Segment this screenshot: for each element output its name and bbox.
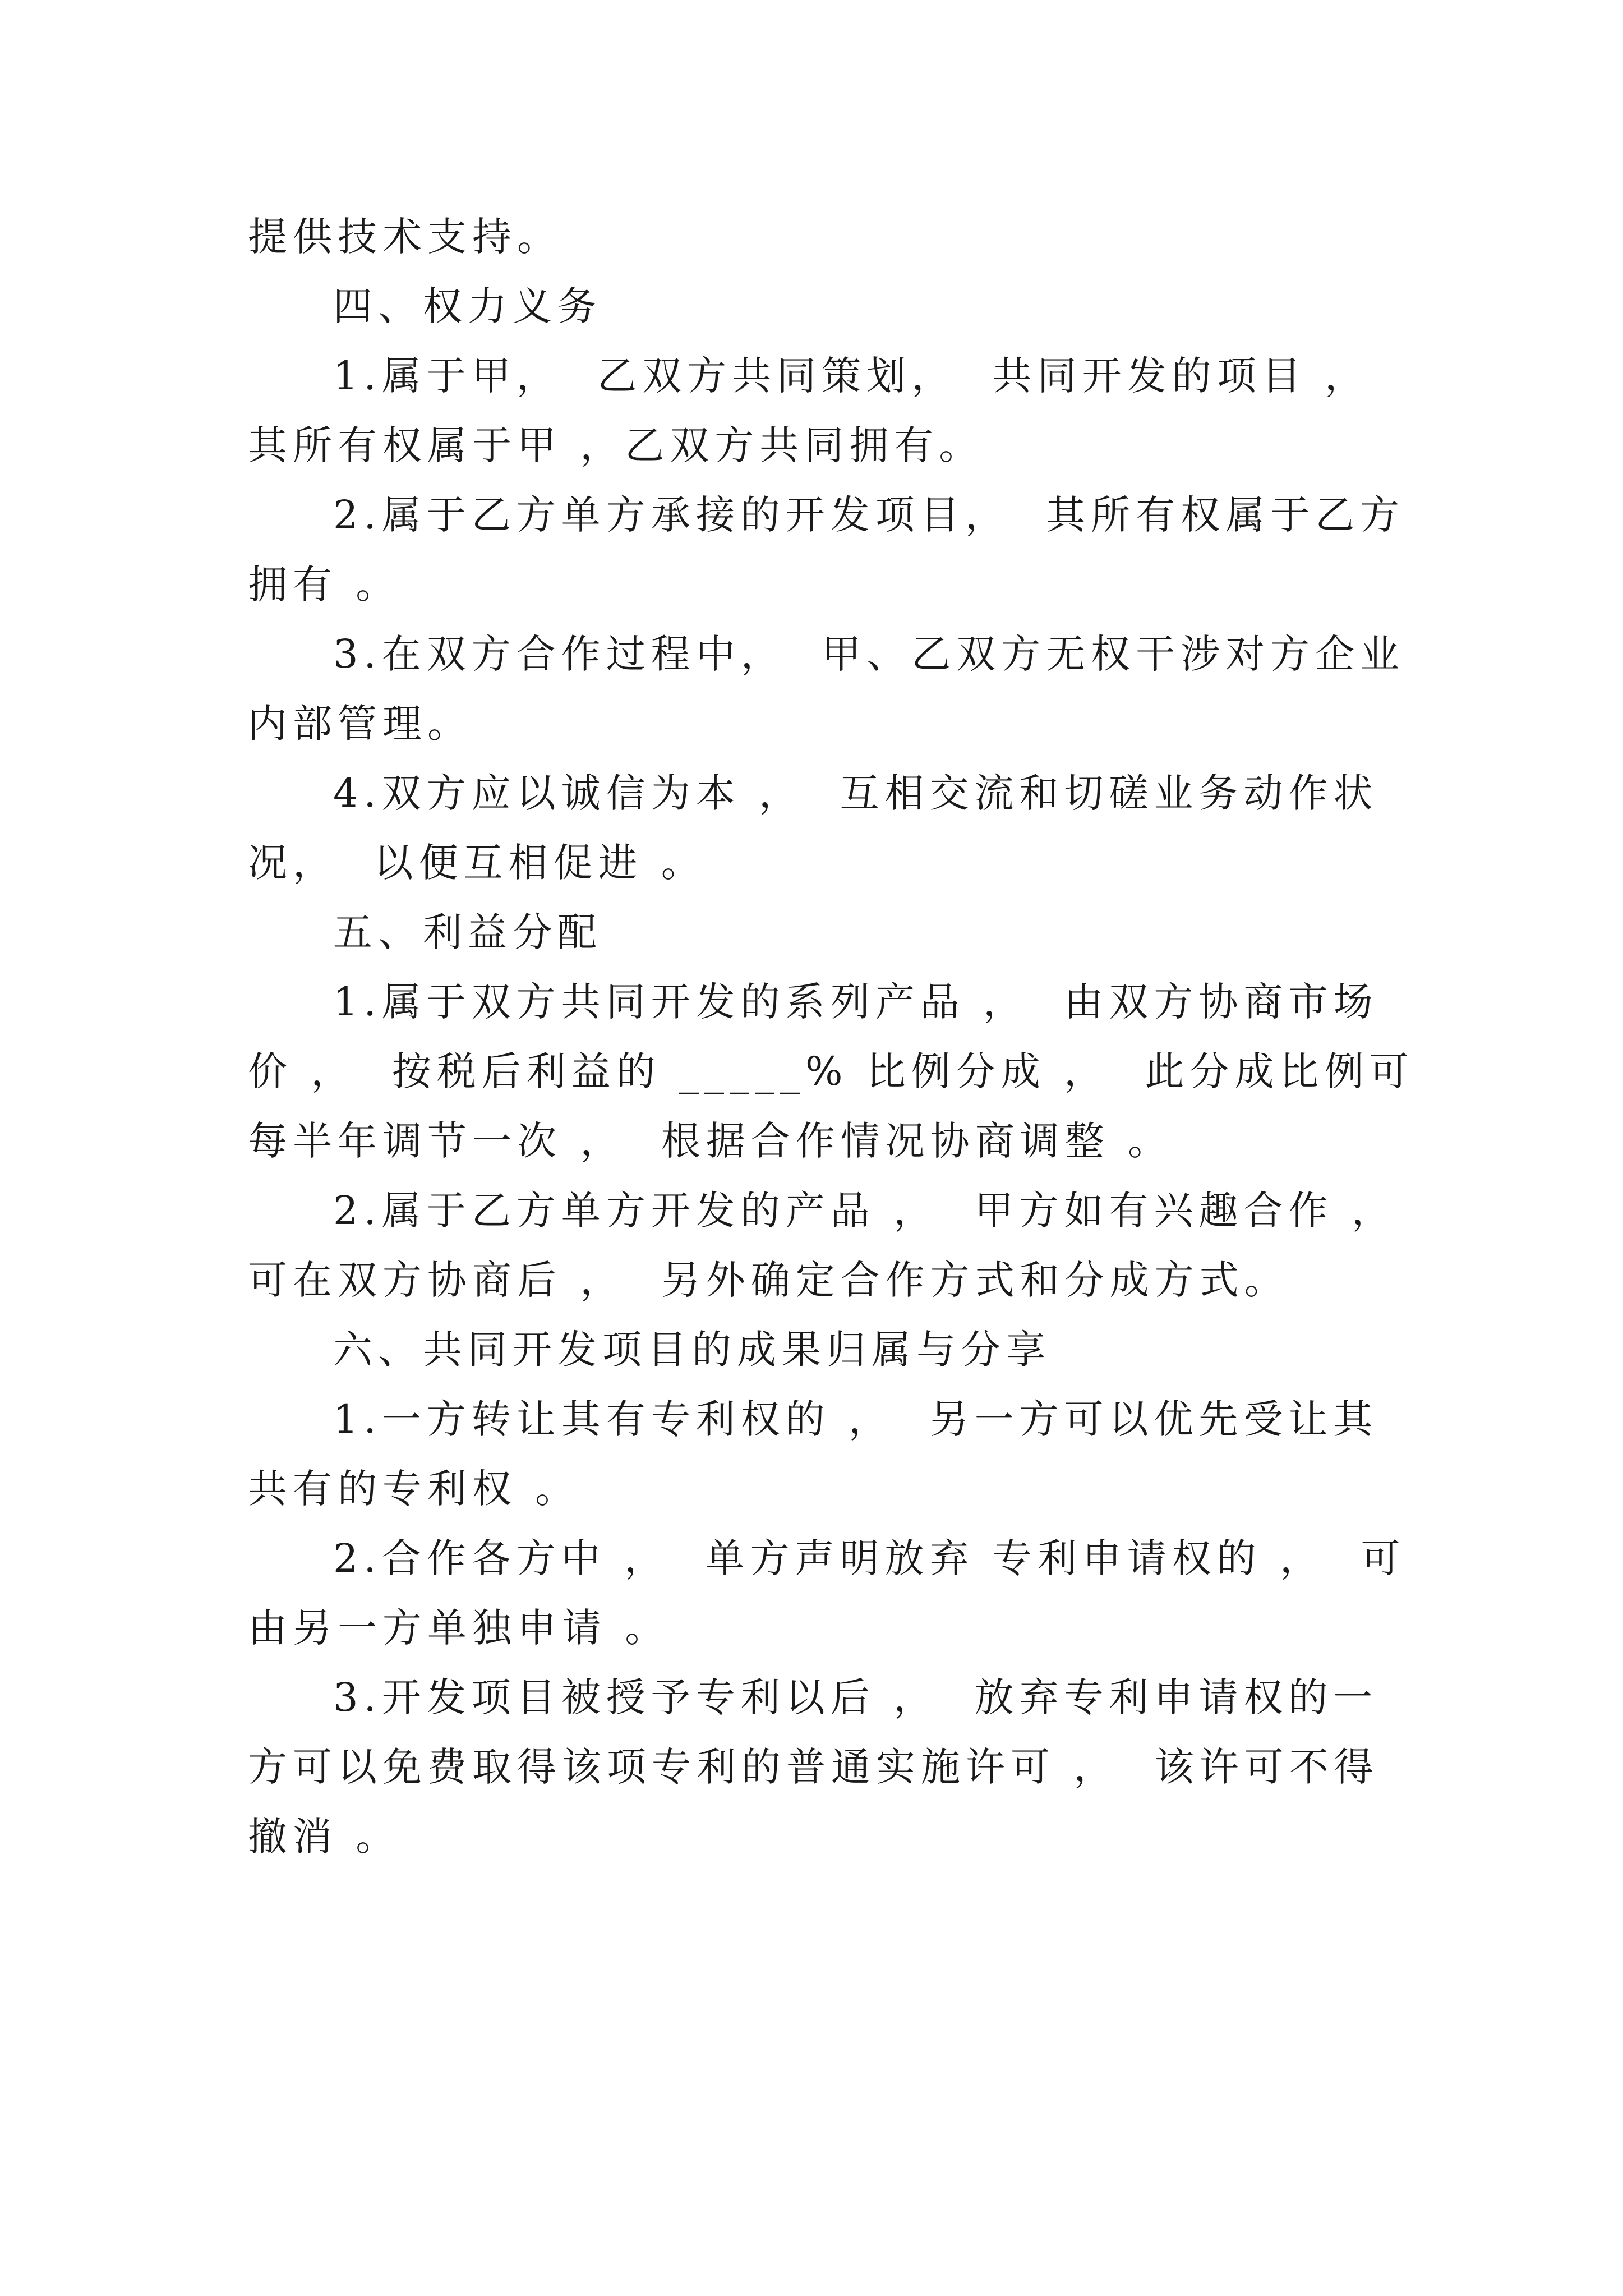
- paragraph-line: 拥有 。: [248, 562, 401, 608]
- paragraph-line: 每半年调节一次 ， 根据合作情况协商调整 。: [248, 1118, 1173, 1164]
- section-heading-results-ownership: 六、共同开发项目的成果归属与分享: [333, 1327, 1051, 1373]
- paragraph-line: 共有的专利权 。: [248, 1466, 580, 1512]
- paragraph-line: 内部管理。: [248, 701, 472, 747]
- section-heading-rights-obligations: 四、权力义务: [333, 283, 602, 329]
- paragraph-line: 方可以免费取得该项专利的普通实施许可 ， 该许可不得: [248, 1744, 1379, 1790]
- paragraph-line: 由另一方单独申请 。: [248, 1605, 670, 1651]
- paragraph-line: 1.属于甲， 乙双方共同策划， 共同开发的项目 ，: [333, 353, 1370, 399]
- paragraph-line: 3.在双方合作过程中， 甲、乙双方无权干涉对方企业: [333, 631, 1405, 677]
- paragraph-line: 2.合作各方中 ， 单方声明放弃 专利申请权的 ， 可: [333, 1535, 1406, 1581]
- paragraph-line: 可在双方协商后 ， 另外确定合作方式和分成方式。: [248, 1257, 1289, 1303]
- paragraph-line: 提供技术支持。: [248, 214, 562, 260]
- paragraph-line: 价 ， 按税后利益的 _____% 比例分成 ， 此分成比例可: [248, 1048, 1414, 1094]
- paragraph-line: 1.一方转让其有专利权的 ， 另一方可以优先受让其: [333, 1396, 1378, 1442]
- paragraph-line: 其所有权属于甲 ，乙双方共同拥有。: [248, 422, 984, 468]
- document-body: [248, 202, 1414, 1871]
- paragraph-line: 2.属于乙方单方承接的开发项目， 其所有权属于乙方: [333, 492, 1405, 538]
- section-heading-profit-distribution: 五、利益分配: [333, 909, 602, 955]
- paragraph-line: 撤消 。: [248, 1814, 401, 1860]
- paragraph-line: 1.属于双方共同开发的系列产品 ， 由双方协商市场: [333, 979, 1378, 1025]
- paragraph-line: 4.双方应以诚信为本 ， 互相交流和切磋业务动作状: [333, 770, 1378, 816]
- paragraph-line: 况， 以便互相促进 。: [248, 840, 706, 886]
- paragraph-line: 2.属于乙方单方开发的产品 ， 甲方如有兴趣合作 ，: [333, 1188, 1396, 1234]
- paragraph-line: 3.开发项目被授予专利以后 ， 放弃专利申请权的一: [333, 1674, 1378, 1720]
